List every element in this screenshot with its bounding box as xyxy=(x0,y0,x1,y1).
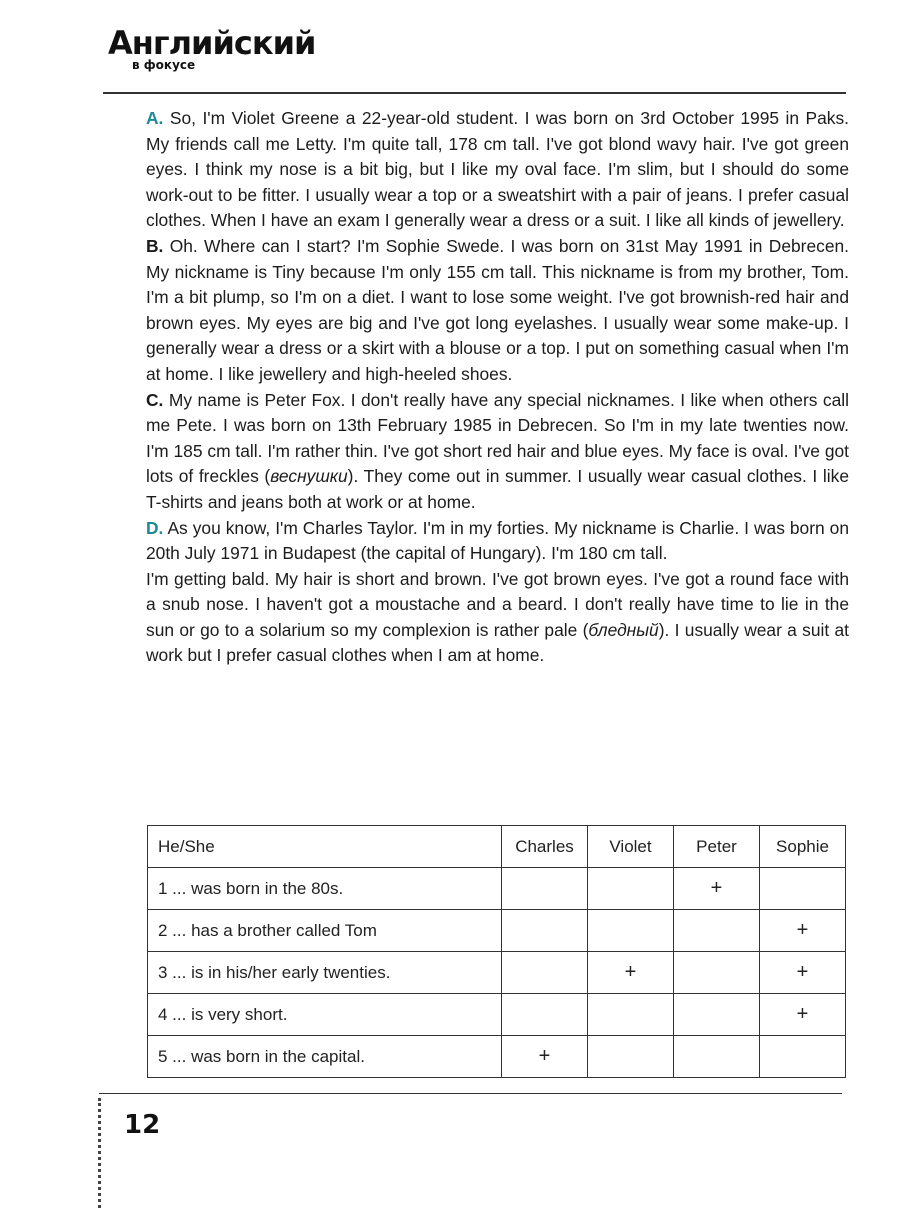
mark-cell[interactable] xyxy=(674,994,760,1036)
header-cell: Sophie xyxy=(760,826,846,868)
table-row xyxy=(148,868,846,910)
mark-cell[interactable]: + xyxy=(760,994,846,1036)
table-header-row xyxy=(148,826,846,868)
statement-cell: 1 ... was born in the 80s. xyxy=(148,868,502,910)
mark-cell[interactable] xyxy=(588,910,674,952)
header-cell: He/She xyxy=(148,826,502,868)
paragraph-c xyxy=(146,388,849,516)
statement-cell: 4 ... is very short. xyxy=(148,994,502,1036)
matching-table xyxy=(147,825,846,1078)
mark-cell[interactable]: + xyxy=(588,952,674,994)
mark-cell[interactable] xyxy=(674,1036,760,1078)
mark-cell[interactable]: + xyxy=(760,910,846,952)
header-cell: Violet xyxy=(588,826,674,868)
page-number: 12 xyxy=(124,1110,161,1140)
mark-cell[interactable] xyxy=(502,952,588,994)
table-row xyxy=(148,1036,846,1078)
paragraph-body: Oh. Where can I start? I'm Sophie Swede. I was born on 31st May 1991 in Debrecen. My nickname is Tiny because I'm only 155 cm tall. This nickname is from my brother, Tom. I'm a bit plump, so I'm on a diet. I want to lose some weight. I've got brownish-red hair and brown eyes. My eyes are big and I've got long eyelashes. I usually wear some make-up. I generally wear a dress or a skirt with a blouse or a top. I put on something casual when I'm at home. I like jewellery and high-heeled shoes. xyxy=(146,235,849,384)
paragraph-label: A. xyxy=(146,108,164,128)
table-row xyxy=(148,994,846,1036)
paragraph-a xyxy=(146,106,849,234)
paragraph-body: So, I'm Violet Greene a 22-year-old student. I was born on 3rd October 1995 in Paks. My friends call me Letty. I'm quite tall, 178 cm tall. I've got blond wavy hair. I've got green eyes. I think my nose is a bit big, but I like my oval face. I'm slim, but I should do some work-out to be fitter. I usually wear a top or a sweatshirt with a pair of jeans. I prefer casual clothes. When I have an exam I generally wear a dress or a suit. I like all kinds of jewellery. xyxy=(146,108,849,231)
russian-gloss: бледный xyxy=(588,619,659,640)
paragraph-d-cont xyxy=(146,567,849,669)
statement-cell: 2 ... has a brother called Tom xyxy=(148,910,502,952)
statement-cell: 3 ... is in his/her early twenties. xyxy=(148,952,502,994)
mark-cell[interactable] xyxy=(760,868,846,910)
mark-cell[interactable] xyxy=(588,868,674,910)
header-cell: Peter xyxy=(674,826,760,868)
header-cell: Charles xyxy=(502,826,588,868)
paragraph-d xyxy=(146,516,849,567)
mark-cell[interactable] xyxy=(588,994,674,1036)
reading-text xyxy=(146,106,849,669)
russian-gloss: веснушки xyxy=(270,466,348,487)
paragraph-body: My name is Peter Fox. I don't really have any special nicknames. I like when others call me Pete. I was born on 13th February 1985 in Debrecen. So I'm in my late twenties now. I'm 185 cm tall. I'm rather thin. I've got short red hair and blue eyes. My face is oval. I've got lots of freckles ( xyxy=(146,389,849,487)
mark-cell[interactable] xyxy=(502,868,588,910)
paragraph-body-end: ). They come out in summer. I usually wear casual clothes. I like T-shirts and jeans both at work or at home. xyxy=(146,466,849,512)
mark-cell[interactable] xyxy=(588,1036,674,1078)
mark-cell[interactable]: + xyxy=(674,868,760,910)
mark-cell[interactable] xyxy=(674,910,760,952)
paragraph-label: D. xyxy=(146,517,164,538)
mark-cell[interactable] xyxy=(674,952,760,994)
logo-subtitle: в фокусе xyxy=(132,58,196,72)
mark-cell[interactable] xyxy=(502,994,588,1036)
mark-cell[interactable] xyxy=(760,1036,846,1078)
table-row xyxy=(148,910,846,952)
paragraph-label: B. xyxy=(146,235,164,256)
table-row xyxy=(148,952,846,994)
paragraph-label: C. xyxy=(146,389,164,410)
mark-cell[interactable] xyxy=(502,910,588,952)
book-logo xyxy=(108,26,315,72)
logo-title: Английский xyxy=(108,24,316,62)
paragraph-b xyxy=(146,234,849,388)
mark-cell[interactable]: + xyxy=(760,952,846,994)
dotted-margin-line xyxy=(98,1098,101,1208)
top-divider xyxy=(103,92,846,94)
mark-cell[interactable]: + xyxy=(502,1036,588,1078)
paragraph-body: I'm getting bald. My hair is short and brown. I've got brown eyes. I've got a round face with a snub nose. I haven't got a moustache and a beard. I don't really have time to lie in the sun or go to a solarium so my complexion is rather pale ( xyxy=(146,568,849,640)
paragraph-body-end: ). I usually wear a suit at work but I prefer casual clothes when I am at home. xyxy=(146,619,849,666)
statement-cell: 5 ... was born in the capital. xyxy=(148,1036,502,1078)
bottom-divider xyxy=(99,1093,842,1094)
paragraph-intro: As you know, I'm Charles Taylor. I'm in my forties. My nickname is Charlie. I was born on 20th July 1971 in Budapest (the capital of Hungary). I'm 180 cm tall. xyxy=(146,517,850,564)
